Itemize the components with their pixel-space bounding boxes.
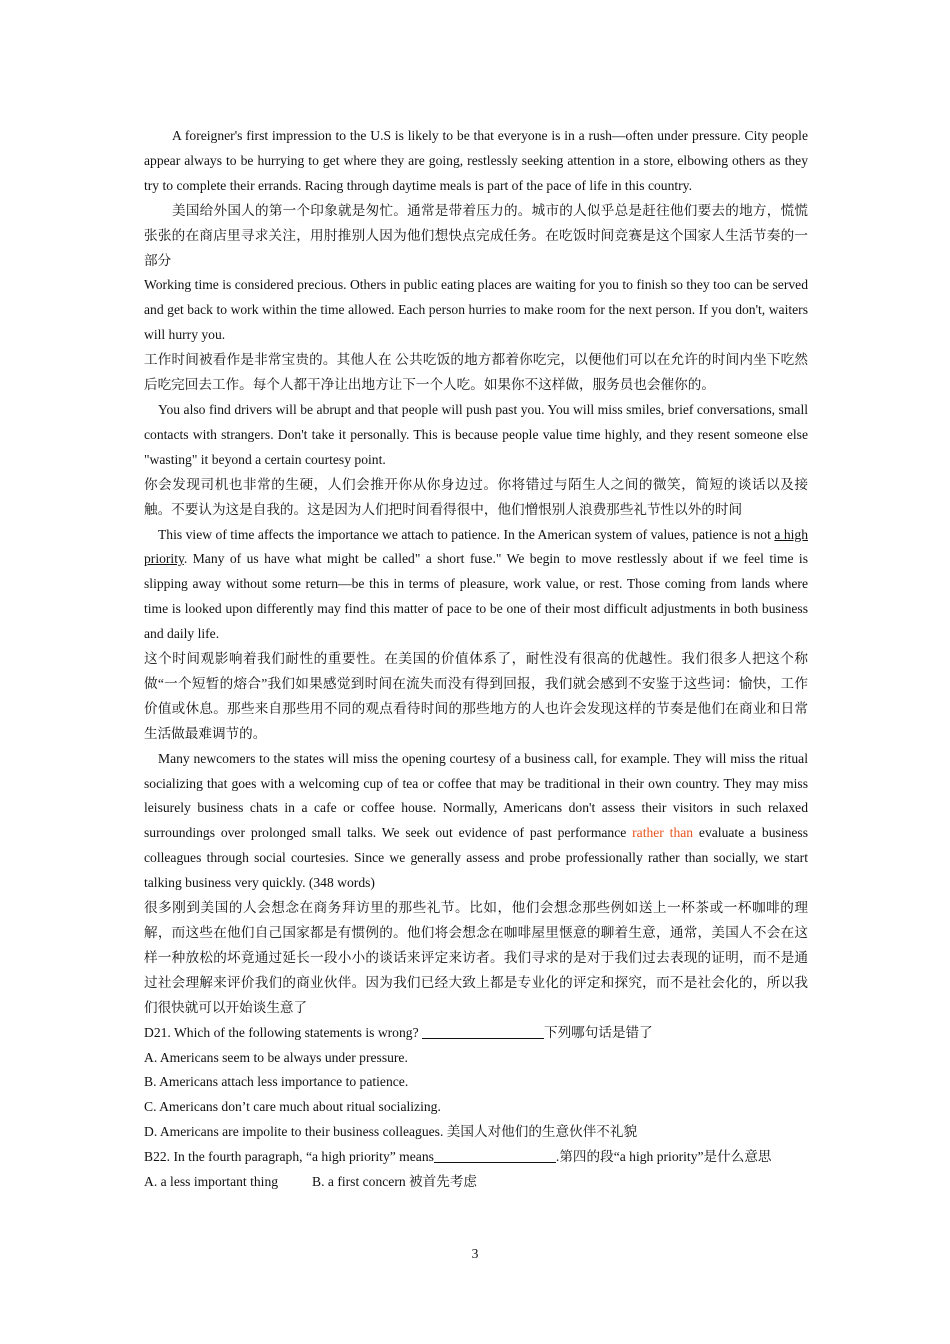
paragraph-5-text-b: evaluate a business colleagues through social courtesies. Since we generally assess and probe professionally rather than socially, we start talking business very quickly. (348 words) [144, 825, 809, 891]
paragraph-2-english: Working time is considered precious. Others in public eating places are waiting for you to finish so they too can be served and get back to work within the time allowed. Each person hurries to make room for the next person. If you don't, waiters will hurry you. [144, 277, 808, 343]
question-21-option-a: A. Americans seem to be always under pressure. [144, 1049, 408, 1065]
paragraph-3-english: You also find drivers will be abrupt and that people will push past you. You will miss smiles, brief conversations, small contacts with strangers. Don't take it personally. This is because people value time highly, and they resent someone else "wasting" it beyond a certain courtesy point. [144, 401, 808, 467]
question-21-stem-chinese: 下列哪句话是错了 [544, 1024, 653, 1040]
question-22-stem-text: B22. In the fourth paragraph, “a high priority” means [144, 1149, 434, 1165]
paragraph-3-chinese: 你会发现司机也非常的生硬，人们会推开你从你身边过。你将错过与陌生人之间的微笑，简短的谈话以及接触。不要认为这是自我的。这是因为人们把时间看得很中，他们憎恨别人浪费那些礼节性以外的时间 [144, 476, 808, 517]
page-number: 3 [471, 1246, 479, 1261]
paragraph-4-chinese: 这个时间观影响着我们耐性的重要性。在美国的价值体系了，耐性没有很高的优越性。我们很多人把这个称做“一个短暂的熔合”我们如果感觉到时间在流失而没有得到回报，我们就会感到不安鉴于这些词：愉快，工作价值或休息。那些来自那些用不同的观点看待时间的那些地方的人也许会发现这样的节奏是他们在商业和日常生活做最难调节的。 [144, 651, 808, 741]
question-21-option-b: B. Americans attach less importance to patience. [144, 1074, 409, 1090]
question-22-options [144, 1170, 808, 1195]
paragraph-5-english [144, 747, 808, 896]
question-22-stem-chinese: .第四的段“a high priority”是什么意思 [555, 1149, 772, 1165]
paragraph-4-english [144, 523, 808, 648]
paragraph-1-english: A foreigner's first impression to the U.S is likely to be that everyone is in a rush—often under pressure. City people appear always to be hurrying to get where they are going, restlessly seeking attention in a store, elbowing others as they try to complete their errands. Racing through daytime meals is part of the pace of life in this country. [144, 128, 808, 193]
paragraph-5-text-a: Many newcomers to the states will miss the opening courtesy of a business call, for example. They will miss the ritual socializing that goes with a welcoming cup of tea or coffee that may be traditional in their own country. They may miss leisurely business chats in a cafe or coffee house. Normally, Americans don't assess their visitors in such relaxed surroundings over prolonged small talks. We seek out evidence of past performance [144, 750, 808, 841]
question-21-option-d: D. Americans are impolite to their business colleagues. 美国人对他们的生意伙伴不礼貌 [144, 1124, 638, 1140]
document-body [144, 124, 808, 1195]
highlighted-phrase: rather than [632, 825, 694, 841]
question-21-stem-text: D21. Which of the following statements is wrong? [144, 1024, 422, 1040]
question-21-stem [144, 1021, 808, 1046]
question-21-option-c: C. Americans don’t care much about ritual socializing. [144, 1099, 441, 1115]
paragraph-4-text-b: . Many of us have what might be called" a short fuse." We begin to move restlessly about if we feel time is slipping away without some return—be this in terms of pleasure, work value, or rest. Those coming from lands where time is looked upon differently may find this matter of pace to be one of their most difficult adjustments in both business and daily life. [144, 551, 808, 642]
paragraph-5-chinese: 很多刚到美国的人会想念在商务拜访里的那些礼节。比如，他们会想念那些例如送上一杯茶或一杯咖啡的理解，而这些在他们自己国家都是有惯例的。他们将会想念在咖啡屋里惬意的聊着生意，通常，美国人不会在这样一种放松的坏竟通过延长一段小小的谈话来评定来访者。我们寻求的是对于我们过去表现的证明，而不是通过社会理解来评价我们的商业伙伴。因为我们已经大致上都是专业化的评定和探究，而不是社会化的，所以我们很快就可以开始谈生意了 [144, 900, 808, 1015]
paragraph-2-chinese: 工作时间被看作是非常宝贵的。其他人在 公共吃饭的地方都着你吃完，以便他们可以在允许的时间内坐下吃然后吃完回去工作。每个人都干净让出地方让下一个人吃。如果你不这样做，服务员也会催你的。 [144, 352, 808, 393]
underlined-phrase: a high priority [144, 526, 808, 567]
paragraph-4-text-a: This view of time affects the importance we attach to patience. In the American system of values, patience is not [158, 526, 775, 542]
answer-blank [422, 1024, 544, 1039]
answer-blank [434, 1148, 556, 1163]
question-22-stem [144, 1145, 808, 1170]
question-22-option-b: B. a first concern 被首先考虑 [312, 1174, 478, 1190]
question-22-option-a: A. a less important thing [144, 1174, 279, 1190]
paragraph-1-chinese: 美国给外国人的第一个印象就是匆忙。通常是带着压力的。城市的人似乎总是赶往他们要去的地方，慌慌张张的在商店里寻求关注，用肘推别人因为他们想快点完成任务。在吃饭时间竞赛是这个国家人生活节奏的一部分 [144, 202, 808, 268]
